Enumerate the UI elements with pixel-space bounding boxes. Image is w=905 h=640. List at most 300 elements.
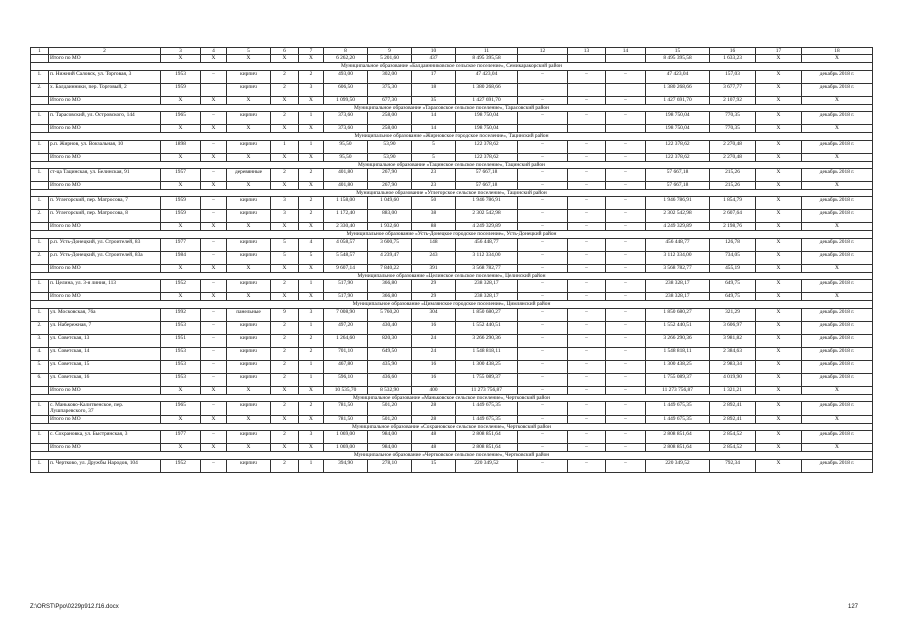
table-cell: – [201, 251, 227, 264]
table-cell: 5 548,57 [324, 251, 368, 264]
address-cell: ул. Советская, 15 [49, 360, 161, 373]
table-cell: 1. [31, 140, 49, 153]
table-cell: кирпич [227, 402, 271, 416]
table-cell: X [271, 153, 299, 161]
table-cell: декабрь 2018 г. [802, 334, 873, 347]
table-cell: 35 [412, 96, 456, 104]
column-number-cell: 18 [802, 48, 873, 55]
table-cell: 47 423,04 [646, 70, 710, 83]
address-cell: Итого по МО [49, 96, 161, 104]
table-cell: 215,26 [710, 169, 756, 182]
table-cell: – [606, 415, 646, 423]
table-row [31, 83, 873, 96]
table-cell: 1953 [161, 360, 201, 373]
table-cell: 1 946 786,91 [646, 197, 710, 210]
table-cell: 198 750,04 [456, 112, 518, 125]
table-cell: – [568, 251, 606, 264]
table-cell: 2 [299, 197, 324, 210]
table-cell: 302,00 [368, 70, 412, 83]
table-cell: X [756, 402, 802, 416]
table-cell [518, 55, 568, 63]
column-number-row [31, 48, 873, 55]
municipality-section-title: Муниципальное образование «Жирновское городское поселение», Тацинский район [31, 133, 873, 140]
table-cell: 2 [299, 402, 324, 416]
table-cell: X [756, 223, 802, 231]
table-cell: 2. [31, 251, 49, 264]
table-cell: X [227, 415, 271, 423]
table-cell: 394,90 [324, 459, 368, 472]
table-cell: 1953 [161, 321, 201, 334]
address-cell: Итого по МО [49, 264, 161, 272]
table-cell: – [201, 197, 227, 210]
table-cell: X [201, 153, 227, 161]
table-cell: – [568, 238, 606, 251]
table-cell: 401,80 [324, 182, 368, 190]
municipality-section-row [31, 423, 873, 430]
table-cell: X [299, 386, 324, 394]
table-cell: 17 [412, 70, 456, 83]
column-number-cell: 14 [606, 48, 646, 55]
table-cell: 435,90 [368, 360, 412, 373]
table-cell: 18 [412, 83, 456, 96]
table-cell: X [299, 444, 324, 452]
table-cell: X [271, 125, 299, 133]
table-cell: декабрь 2018 г. [802, 238, 873, 251]
table-cell: 1 548 818,11 [646, 347, 710, 360]
table-cell: X [161, 415, 201, 423]
table-cell: 1 755 089,37 [646, 373, 710, 386]
table-cell: кирпич [227, 280, 271, 293]
table-cell: X [299, 125, 324, 133]
table-cell: 373,60 [324, 125, 368, 133]
table-cell [31, 182, 49, 190]
table-cell: 1 854,79 [710, 197, 756, 210]
table-cell: 1 049,60 [368, 197, 412, 210]
table-cell: 95,50 [324, 140, 368, 153]
table-cell: 3 266 290,36 [646, 334, 710, 347]
table-cell [31, 264, 49, 272]
table-cell: 375,30 [368, 83, 412, 96]
table-cell: кирпич [227, 70, 271, 83]
table-cell: 7 008,90 [324, 308, 368, 321]
table-cell: – [568, 402, 606, 416]
column-number-cell: 1 [31, 48, 49, 55]
table-cell: 1 548 818,11 [456, 347, 518, 360]
address-cell: р.п. Усть-Донецкий, ул. Строителей, 83 [49, 238, 161, 251]
table-cell: – [518, 459, 568, 472]
table-cell: 1 380 268,66 [646, 83, 710, 96]
table-cell: 9 [271, 308, 299, 321]
table-cell: 1965 [161, 112, 201, 125]
table-cell: 4. [31, 347, 49, 360]
address-cell: Итого по МО [49, 223, 161, 231]
table-cell: – [518, 444, 568, 452]
table-cell: – [568, 459, 606, 472]
table-cell: – [568, 415, 606, 423]
table-cell: 1977 [161, 238, 201, 251]
table-cell: X [161, 293, 201, 301]
table-cell: – [606, 70, 646, 83]
table-cell: X [299, 96, 324, 104]
address-cell: ул. Московская, 76а [49, 308, 161, 321]
table-cell: 198 750,04 [646, 125, 710, 133]
table-cell: 3 112 334,00 [456, 251, 518, 264]
table-cell: 2 [271, 360, 299, 373]
table-cell: 701,10 [324, 347, 368, 360]
table-cell: кирпич [227, 347, 271, 360]
table-cell: 28 [412, 402, 456, 416]
table-row [31, 169, 873, 182]
table-cell: – [568, 223, 606, 231]
table-cell: 1952 [161, 280, 201, 293]
table-cell: 2 [271, 321, 299, 334]
table-cell: – [201, 280, 227, 293]
table-cell: 1 069,00 [324, 431, 368, 444]
table-cell: 4 239,47 [368, 251, 412, 264]
table-cell: X [161, 96, 201, 104]
table-row [31, 431, 873, 444]
table-cell: X [271, 264, 299, 272]
table-cell: – [518, 386, 568, 394]
address-cell: Итого по МО [49, 415, 161, 423]
table-cell: – [568, 96, 606, 104]
municipality-section-row [31, 190, 873, 197]
table-cell: – [606, 386, 646, 394]
total-row [31, 264, 873, 272]
table-cell: 2 892,41 [710, 402, 756, 416]
table-cell: 23 [412, 169, 456, 182]
column-number-cell: 10 [412, 48, 456, 55]
column-number-cell: 6 [271, 48, 299, 55]
table-cell: – [201, 140, 227, 153]
municipality-section-row [31, 63, 873, 70]
table-cell: 734,05 [710, 251, 756, 264]
table-cell: – [606, 308, 646, 321]
address-cell: с. Маньково-Калитвенское, пер. Лушпаревского, 37 [49, 402, 161, 416]
table-cell: – [606, 321, 646, 334]
table-cell: – [518, 264, 568, 272]
table-cell: 4 [299, 238, 324, 251]
municipality-section-title: Муниципальное образование «Цимлянское городское поселение», Цимлянский район [31, 301, 873, 308]
table-cell: – [568, 197, 606, 210]
table-cell: X [756, 293, 802, 301]
table-cell: 2 [271, 373, 299, 386]
table-cell: – [518, 293, 568, 301]
table-cell: 400 [412, 386, 456, 394]
table-cell: кирпич [227, 321, 271, 334]
footer-page-number: 127 [848, 604, 859, 610]
address-cell: Итого по МО [49, 55, 161, 63]
table-row [31, 308, 873, 321]
total-row [31, 223, 873, 231]
table-cell: 501,20 [368, 402, 412, 416]
table-cell: X [161, 223, 201, 231]
address-cell: р.п. Усть-Донецкий, ул. Строителей, 83а [49, 251, 161, 264]
table-cell: 1. [31, 431, 49, 444]
table-cell: 23 [412, 182, 456, 190]
table-cell: 517,90 [324, 280, 368, 293]
table-cell: 215,26 [710, 182, 756, 190]
table-cell: 1 449 675,35 [456, 415, 518, 423]
table-cell: – [201, 459, 227, 472]
table-cell: 1 264,60 [324, 334, 368, 347]
table-cell: 2 270,48 [710, 140, 756, 153]
table-cell: 2 808 851,64 [646, 431, 710, 444]
table-cell: 4 249 329,89 [456, 223, 518, 231]
table-cell: 1 300 438,25 [646, 360, 710, 373]
table-cell: 1953 [161, 347, 201, 360]
table-cell: 50 [412, 197, 456, 210]
table-cell: кирпич [227, 83, 271, 96]
table-cell: декабрь 2018 г. [802, 70, 873, 83]
table-cell: 2 854,52 [710, 444, 756, 452]
table-cell: X [271, 96, 299, 104]
table-cell: 1 [299, 280, 324, 293]
table-cell: X [161, 386, 201, 394]
table-cell: – [518, 210, 568, 223]
table-cell: 1 449 675,35 [646, 402, 710, 416]
table-cell: 53,90 [368, 140, 412, 153]
table-cell: X [227, 444, 271, 452]
table-cell: 122 378,62 [456, 140, 518, 153]
table-cell: X [161, 264, 201, 272]
table-cell: 501,20 [368, 415, 412, 423]
table-cell: 1 449 675,35 [646, 415, 710, 423]
column-number-cell: 9 [368, 48, 412, 55]
table-cell: – [201, 169, 227, 182]
table-cell: – [201, 373, 227, 386]
table-cell: 3 [299, 83, 324, 96]
table-cell: – [518, 334, 568, 347]
table-cell: – [568, 386, 606, 394]
table-cell: 391 [412, 264, 456, 272]
table-cell: X [802, 182, 873, 190]
table-cell: 243 [412, 251, 456, 264]
table-cell: – [606, 444, 646, 452]
table-row [31, 347, 873, 360]
table-cell: – [518, 140, 568, 153]
municipality-section-row [31, 104, 873, 111]
table-cell: – [568, 140, 606, 153]
table-row [31, 251, 873, 264]
table-cell: – [568, 347, 606, 360]
table-cell: 1 069,00 [324, 444, 368, 452]
table-cell: X [227, 386, 271, 394]
table-cell: 3 981,82 [710, 334, 756, 347]
table-cell: X [227, 55, 271, 63]
table-cell: 1 [271, 140, 299, 153]
table-cell: 321,29 [710, 308, 756, 321]
table-cell: 148 [412, 238, 456, 251]
table-cell: 2 [299, 210, 324, 223]
table-cell: X [802, 264, 873, 272]
table-cell: кирпич [227, 238, 271, 251]
table-cell: X [756, 140, 802, 153]
table-cell: – [568, 70, 606, 83]
table-cell: X [161, 55, 201, 63]
table-cell: – [606, 169, 646, 182]
table-row [31, 210, 873, 223]
table-cell: 88 [412, 223, 456, 231]
table-cell [31, 386, 49, 394]
total-row [31, 55, 873, 63]
table-cell: кирпич [227, 140, 271, 153]
table-cell: – [606, 280, 646, 293]
table-cell: 2 302 542,98 [456, 210, 518, 223]
column-number-cell: 5 [227, 48, 271, 55]
table-row [31, 334, 873, 347]
table-cell: 2 607,64 [710, 210, 756, 223]
table-cell: – [606, 360, 646, 373]
table-cell: 2 808 851,64 [646, 444, 710, 452]
table-cell: декабрь 2018 г. [802, 280, 873, 293]
table-cell: X [271, 415, 299, 423]
column-number-cell: 11 [456, 48, 518, 55]
address-cell: п. Чертково, ул. Дружбы Народов, 104 [49, 459, 161, 472]
table-cell: 2 [271, 70, 299, 83]
table-cell: 2 [271, 459, 299, 472]
table-cell: – [201, 308, 227, 321]
table-cell: 1 172,40 [324, 210, 368, 223]
table-cell: 47 423,04 [456, 70, 518, 83]
table-cell: 1 449 675,35 [456, 402, 518, 416]
address-cell: Итого по МО [49, 182, 161, 190]
table-cell: X [756, 264, 802, 272]
table-cell: – [568, 280, 606, 293]
table-cell: – [518, 373, 568, 386]
table-cell: – [606, 223, 646, 231]
table-cell [606, 55, 646, 63]
table-cell: 29 [412, 293, 456, 301]
municipality-section-row [31, 133, 873, 140]
address-cell: х. Балдаинники, пер. Торговый, 2 [49, 83, 161, 96]
table-cell: – [201, 70, 227, 83]
table-cell: – [568, 360, 606, 373]
table-cell: X [802, 96, 873, 104]
table-cell: 430,40 [368, 321, 412, 334]
table-row [31, 140, 873, 153]
table-cell: 4 019,90 [710, 373, 756, 386]
table-cell: 1957 [161, 169, 201, 182]
table-cell: 2 [299, 347, 324, 360]
table-cell: 2 983,34 [710, 360, 756, 373]
table-cell: декабрь 2018 г. [802, 112, 873, 125]
table-cell: X [802, 444, 873, 452]
table-cell: X [756, 280, 802, 293]
table-cell: 1 321,21 [710, 386, 756, 394]
table-cell: X [227, 223, 271, 231]
table-cell: – [518, 96, 568, 104]
table-cell: 4 249 329,89 [646, 223, 710, 231]
table-cell: 38 [412, 210, 456, 223]
table-cell: – [518, 280, 568, 293]
table-cell: 4 058,57 [324, 238, 368, 251]
municipality-section-row [31, 301, 873, 308]
table-cell: 122 378,62 [646, 153, 710, 161]
table-cell: X [756, 70, 802, 83]
table-cell: 792,34 [710, 459, 756, 472]
table-cell: X [271, 293, 299, 301]
table-cell: X [756, 347, 802, 360]
table-cell: 436,60 [368, 373, 412, 386]
table-cell: – [568, 112, 606, 125]
table-cell: 1 [299, 140, 324, 153]
table-cell: кирпич [227, 431, 271, 444]
table-cell: X [802, 55, 873, 63]
table-cell: – [518, 153, 568, 161]
address-cell: ул. Советская, 16 [49, 373, 161, 386]
table-cell: 2 808 851,64 [456, 431, 518, 444]
table-cell: 9 607,14 [324, 264, 368, 272]
table-cell: 198 750,04 [456, 125, 518, 133]
table-cell: – [606, 459, 646, 472]
table-cell: 1959 [161, 83, 201, 96]
table-cell: X [227, 153, 271, 161]
table-cell: 1. [31, 169, 49, 182]
municipality-section-title: Муниципальное образование «Маньковское сельское поселение», Чертковский район [31, 394, 873, 401]
table-cell: – [606, 96, 646, 104]
table-cell: декабрь 2018 г. [802, 197, 873, 210]
table-cell: 14 [412, 112, 456, 125]
total-row [31, 182, 873, 190]
total-row [31, 293, 873, 301]
table-cell: 1 [299, 459, 324, 472]
table-cell: X [756, 55, 802, 63]
address-cell: п. Тарасовский, ул. Островского, 144 [49, 112, 161, 125]
column-number-cell: 13 [568, 48, 606, 55]
municipality-section-title: Муниципальное образование «Чертковское сельское поселение», Чертковский район [31, 452, 873, 459]
table-cell: декабрь 2018 г. [802, 83, 873, 96]
table-cell: X [756, 386, 802, 394]
table-cell: 1 [299, 373, 324, 386]
table-cell [568, 125, 606, 133]
table-body [31, 48, 873, 473]
table-cell: кирпич [227, 251, 271, 264]
table-cell: X [227, 125, 271, 133]
table-cell: X [756, 197, 802, 210]
table-cell: 1 427 691,70 [646, 96, 710, 104]
table-cell: 456 448,77 [646, 238, 710, 251]
table-cell: 6 262,20 [324, 55, 368, 63]
table-cell: 3 266 290,36 [456, 334, 518, 347]
table-cell: X [201, 182, 227, 190]
table-row [31, 321, 873, 334]
table-cell: X [756, 431, 802, 444]
municipality-section-row [31, 394, 873, 401]
table-cell: X [756, 415, 802, 423]
address-cell: Итого по МО [49, 293, 161, 301]
table-cell: 278,10 [368, 459, 412, 472]
table-cell: 1951 [161, 334, 201, 347]
table-cell: – [568, 293, 606, 301]
table-cell: 2 [271, 83, 299, 96]
table-cell: декабрь 2018 г. [802, 347, 873, 360]
table-cell: 1 [299, 112, 324, 125]
table-cell: 1959 [161, 197, 201, 210]
table-cell: X [756, 373, 802, 386]
table-cell: 11 273 756,87 [646, 386, 710, 394]
table-cell: – [568, 373, 606, 386]
table-cell: – [606, 402, 646, 416]
address-cell: Итого по МО [49, 153, 161, 161]
column-number-cell: 17 [756, 48, 802, 55]
table-cell: декабрь 2018 г. [802, 459, 873, 472]
table-cell: 1. [31, 308, 49, 321]
table-cell: X [299, 182, 324, 190]
table-cell: – [518, 70, 568, 83]
table-cell: – [568, 210, 606, 223]
table-cell: X [756, 308, 802, 321]
